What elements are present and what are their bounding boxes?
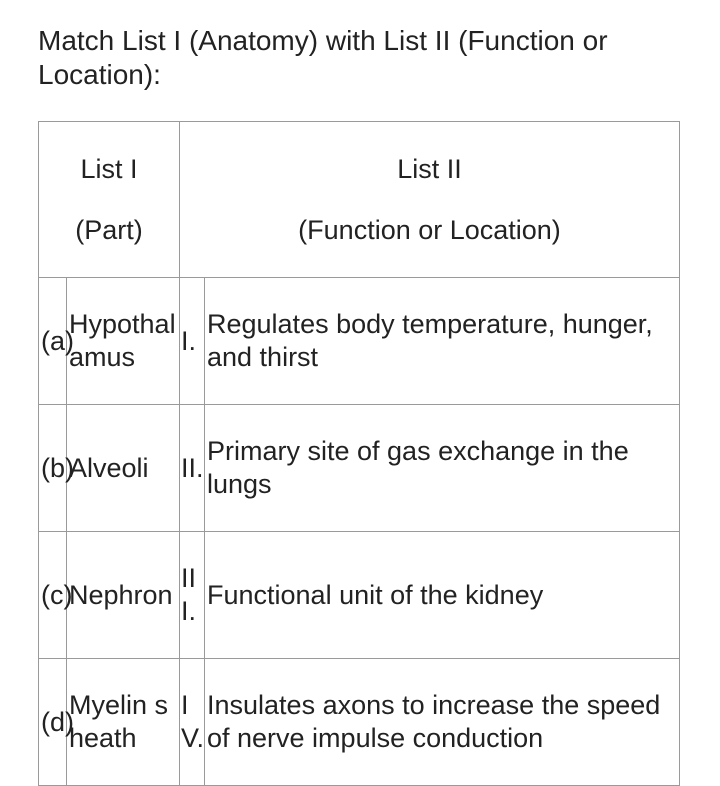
match-table [38,121,680,786]
table-row [39,405,680,532]
row-description: Functional unit of the kidney [205,532,680,659]
list1-title: List I [80,153,138,184]
table-row [39,278,680,405]
row-description: Primary site of gas exchange in the lungs [205,405,680,532]
row-number: IV. [180,659,205,786]
row-part: Nephron [67,532,180,659]
row-letter: (c) [39,532,67,659]
list2-subtitle: (Function or Location) [298,214,561,245]
list2-header [180,122,680,278]
table-row [39,659,680,786]
row-part: Myelin sheath [67,659,180,786]
row-letter: (d) [39,659,67,786]
question-text: Match List I (Anatomy) with List II (Function or Location): [38,25,608,90]
row-part: Hypothalamus [67,278,180,405]
list1-subtitle: (Part) [75,214,143,245]
row-description: Insulates axons to increase the speed of nerve impulse conduction [205,659,680,786]
list1-header [39,122,180,278]
row-letter: (b) [39,405,67,532]
row-part: Alveoli [67,405,180,532]
list2-title: List II [397,153,462,184]
row-number: III. [180,532,205,659]
row-number: I. [180,278,205,405]
row-letter: (a) [39,278,67,405]
row-number: II. [180,405,205,532]
row-description: Regulates body temperature, hunger, and thirst [205,278,680,405]
table-header-row [39,122,680,278]
table-row [39,532,680,659]
